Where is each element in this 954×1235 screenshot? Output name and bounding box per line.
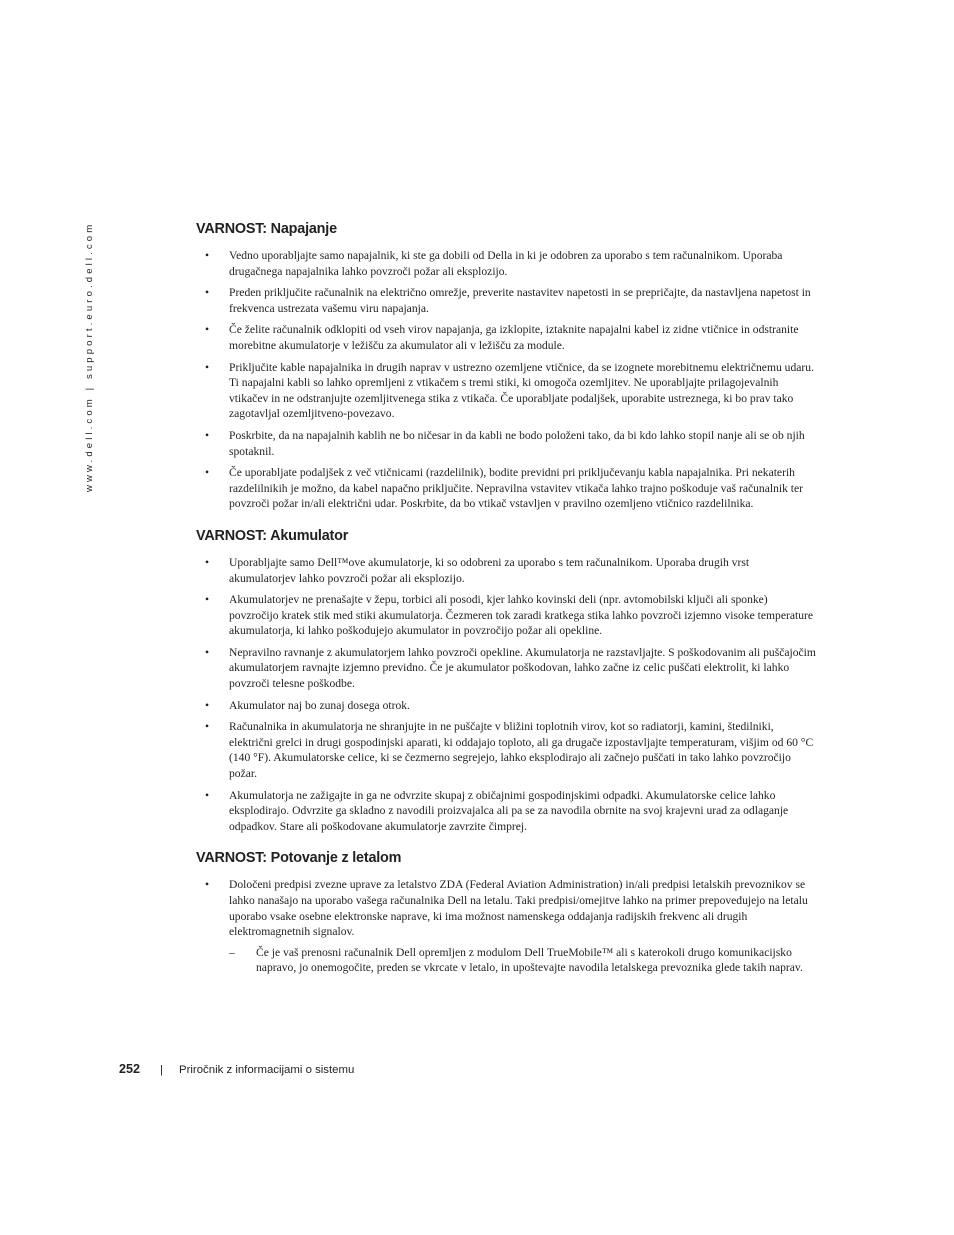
bullet-list [196,555,816,835]
bullet-icon: • [205,645,210,659]
list-item-text: Če želite računalnik odklopiti od vseh virov napajanja, ga izklopite, iztaknite napajalni kabel iz zidne vtičnice in odstranite morebitne akumulatorje v ležišču za akumulator ali v ležišču za module. [229,323,799,352]
list-item-text: Vedno uporabljajte samo napajalnik, ki ste ga dobili od Della in ki je odobren za uporabo s tem računalnikom. Uporaba drugačnega napajalnika lahko povzroči požar ali eksplozijo. [229,249,783,278]
list-item-text: Preden priključite računalnik na električno omrežje, preverite nastavitev napetosti in se prepričajte, da nastavljena napetost in frekvenca ustrezata vašemu viru napajanja. [229,286,811,315]
bullet-icon: • [205,878,210,892]
section-title: VARNOST: Akumulator [196,527,349,544]
list-item-text: Akumulator naj bo zunaj dosega otrok. [229,698,410,712]
list-item-text: Poskrbite, da na napajalnih kablih ne bo ničesar in da kabli ne bodo položeni tako, da bi kdo lahko stopil nanje ali se ob njih spotaknil. [229,428,805,458]
list-item [196,719,816,781]
list-item-text: Računalnika in akumulatorja ne shranjujte in ne puščajte v bližini toplotnih virov, kot so radiatorji, kamini, štedilniki, električni grelci in drugi gospodinjski aparati, ki oddajajo toploto, ali ga drugače izpostavljajte temperaturam, višjim od 60 °C (140 °F). Akumulatorske celice, ki se čezmerno segrejejo, lahko eksplodirajo ali začnejo puščati in tako lahko povzročijo požar. [229,720,814,781]
list-item [196,285,816,316]
list-item-text: Priključite kable napajalnika in drugih naprav v ustrezno ozemljene vtičnice, da se izognete morebitnemu električnemu udaru. Ti napajalni kabli so lahko opremljeni z vtikačem s tremi stiki, ki omogoča ozemljitev. Ne uporabljajte prilagojevalnih vtikačev in ne odstranjujte ozemljitvenega stika z vtikača. Če uporabljate podaljšek, uporabite ustreznega, ki bo prav tako zagotavljal ozemljitveno-povezavo. [229,360,814,421]
main-content [196,219,816,982]
list-item-text: Če uporabljate podaljšek z več vtičnicami (razdelilnik), bodite previdni pri priključevanju kabla napajalnika. Pri nekaterih razdelilnikih je možno, da kabel napačno priključite. Nepravilna vstavitev vtikača lahko trajno poškoduje vaš računalnik ter povzroči požar in/ali električni udar. Poskrbite, da bo vtikač vstavljen v pravilno ozemljeno vtičnico razdelilnika. [229,466,804,511]
bullet-icon: • [205,360,210,374]
list-item [196,322,816,353]
bullet-icon: • [205,323,210,337]
bullet-icon: • [205,698,210,712]
bullet-list [196,248,816,512]
dash-icon: – [229,945,235,959]
bullet-icon: • [205,593,210,607]
footer-title: Priročnik z informacijami o sistemu [178,1064,355,1076]
list-item-text: Določeni predpisi zvezne uprave za letalstvo ZDA (Federal Aviation Administration) in/ali predpisi letalskih prevoznikov se lahko nanašajo na uporabo vašega računalnika Dell na letalu. Taki predpisi/omejitve lahko na primer prepovedujejo na letalu uporabo vsake osebne elektronske naprave, ki ima možnost namenskega oddajanja radijskih frekvenc ali drugih elektromagnetnih signalov. [229,878,808,939]
section-title: VARNOST: Napajanje [196,221,337,237]
list-item-text: Akumulatorja ne zažigajte in ga ne odvrzite skupaj z običajnimi gospodinjskimi odpadki. Akumulatorske celice lahko eksplodirajo. Odvrzite ga skladno z navodili proizvajalca ali pa se za navodila obrnite na svoj krajevni urad za odlaganje odpadkov. Stare ali poškodovane akumulatorje zavrzite čimprej. [229,788,789,833]
list-item [196,877,816,976]
bullet-icon: • [205,555,210,569]
bullet-icon: • [205,286,210,300]
section-napajanje [196,219,816,512]
section-title: VARNOST: Potovanje z letalom [196,850,402,867]
bullet-list [196,877,816,976]
list-item [196,698,816,714]
sub-list [229,945,816,976]
list-item [196,592,816,639]
list-item-text: Nepravilno ravnanje z akumulatorjem lahko povzroči opekline. Akumulatorja ne razstavljajte. S poškodovanim ali puščajočim akumulatorjem ravnajte izjemno previdno. Če je akumulator poškodovan, lahko začne iz celic puščati elektrolit, ki lahko povzroči telesne poškodbe. [229,645,816,691]
list-item [196,555,816,586]
list-item [196,360,816,422]
list-item [196,645,816,692]
sub-list-item-text: Če je vaš prenosni računalnik Dell opremljen z modulom Dell TrueMobile™ ali s katerokoli drugo komunikacijsko napravo, jo onemogočite, preden se vkrcate v letalo, in upoštevajte navodila letalskega prevoznika glede takih naprav. [256,945,803,975]
sub-list-item [229,945,816,976]
footer-separator: | [160,1064,163,1076]
section-potovanje [196,848,816,976]
list-item-text: Uporabljajte samo Dell™ove akumulatorje, ki so odobreni za uporabo s tem računalnikom. Uporaba drugih vrst akumulatorjev lahko povzroči požar ali eksplozijo. [229,555,750,585]
list-item-text: Akumulatorjev ne prenašajte v žepu, torbici ali posodi, kjer lahko kovinski deli (npr. avtomobilski ključi ali sponke) povzročijo kratek stik med stiki akumulatorja. Čezmeren tok zaradi kratkega stika lahko povzroči izjemno visoke temperature akumulatorja, ki lahko poškodujejo akumulator in povzročijo požar ali opekline. [229,593,813,638]
page-footer [119,1062,354,1076]
bullet-icon: • [205,466,210,480]
bullet-icon: • [205,788,210,802]
bullet-icon: • [205,720,210,734]
list-item [196,428,816,459]
bullet-icon: • [205,428,210,442]
list-item [196,465,816,512]
section-akumulator [196,526,816,835]
bullet-icon: • [205,249,210,262]
list-item [196,248,816,279]
sidebar-url: www.dell.com | support.euro.dell.com [84,221,95,492]
page-number: 252 [119,1062,141,1076]
list-item [196,788,816,835]
